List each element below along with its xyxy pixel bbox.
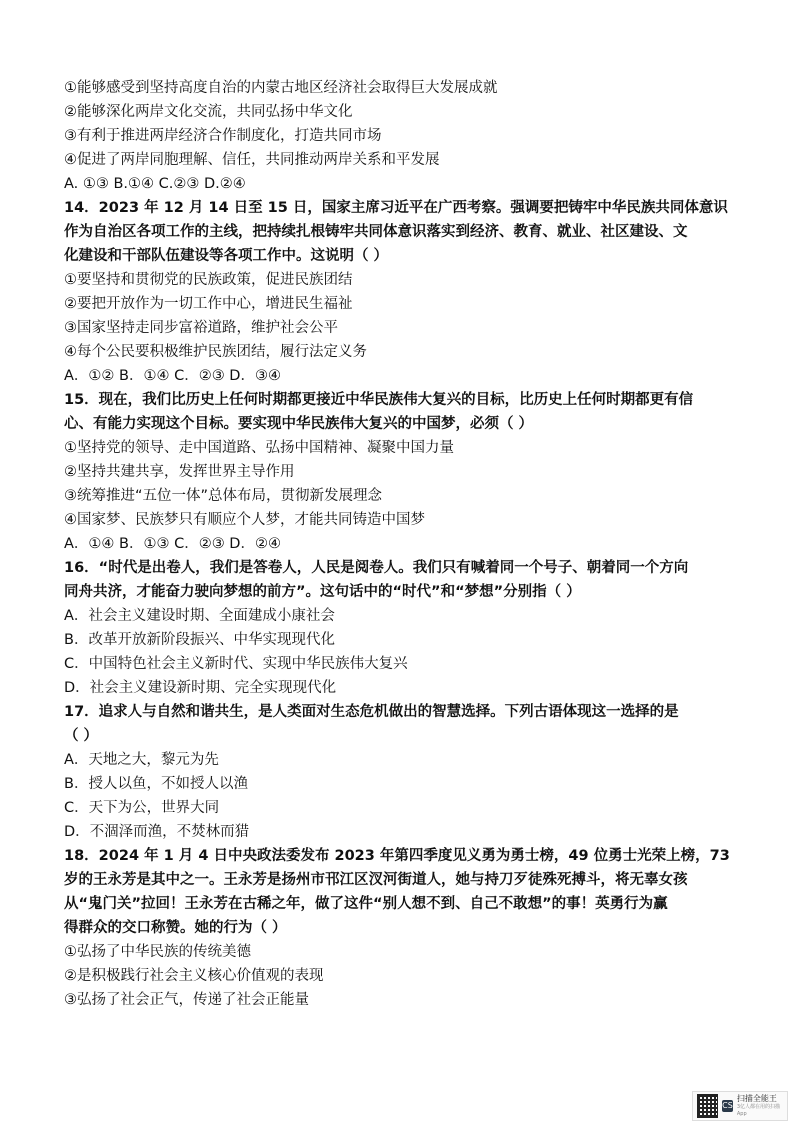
q13-choices: A. ①③ B.①④ C.②③ D.②④ [64,176,246,192]
q18-item-1: ①弘扬了中华民族的传统美德 [64,944,251,960]
watermark-title: 扫描全能王 [736,1094,777,1103]
q13-item-3: ③有利于推进两岸经济合作制度化，打造共同市场 [64,128,382,144]
q18-stem-line-3: 从“鬼门关”拉回！王永芳在古稀之年，做了这件“别人想不到、自己不敢想”的事！英勇行为赢 [64,896,668,912]
q13-item-1: ①能够感受到坚持高度自治的内蒙古地区经济社会取得巨大发展成就 [64,80,498,96]
q18-stem [64,844,744,940]
q15-stem-line-1: 15．现在，我们比历史上任何时期都更接近中华民族伟大复兴的目标，比历史上任何时期都更有信 [64,392,694,408]
exam-page [64,76,744,1012]
q17-option-b: B．授人以鱼，不如授人以渔 [64,776,248,792]
question-14 [64,196,744,388]
q16-option-a: A．社会主义建设时期、全面建成小康社会 [64,608,335,624]
q15-stem [64,388,744,436]
q16-option-d: D．社会主义建设新时期、完全实现现代化 [64,680,337,696]
q15-stem-line-2: 心、有能力实现这个目标。要实现中华民族伟大复兴的中国梦，必须（ ） [64,416,534,432]
q14-stem-line-3: 化建设和干部队伍建设等各项工作中。这说明（ ） [64,248,389,264]
q14-item-3: ③国家坚持走同步富裕道路，维护社会公平 [64,320,338,336]
camscanner-logo-icon: CS [722,1101,733,1110]
q14-choices: A．①② B．①④ C．②③ D．③④ [64,368,281,384]
q18-stem-line-1: 18．2024 年 1 月 4 日中央政法委发布 2023 年第四季度见义勇为勇士榜，49 位勇士光荣上榜，73 [64,848,730,864]
q18-item-3: ③弘扬了社会正气，传递了社会正能量 [64,992,309,1008]
q14-item-1: ①要坚持和贯彻党的民族政策，促进民族团结 [64,272,353,288]
question-17 [64,700,744,844]
question-13 [64,76,744,196]
q16-stem [64,556,744,604]
q14-item-2: ②要把开放作为一切工作中心，增进民生福祉 [64,296,353,312]
q16-option-c: C．中国特色社会主义新时代、实现中华民族伟大复兴 [64,656,408,672]
question-15 [64,388,744,556]
q18-stem-line-4: 得群众的交口称赞。她的行为（ ） [64,920,287,936]
q14-stem [64,196,744,268]
scanner-watermark [692,1091,788,1121]
q17-option-a: A．天地之大，黎元为先 [64,752,219,768]
watermark-subtitle: 3亿人都在用的扫描App [736,1104,781,1117]
q15-item-3: ③统筹推进“五位一体”总体布局，贯彻新发展理念 [64,488,383,504]
q17-stem-line-1: 17．追求人与自然和谐共生，是人类面对生态危机做出的智慧选择。下列古语体现这一选择的是 [64,704,679,720]
qr-code-icon [697,1094,718,1118]
q13-item-2: ②能够深化两岸文化交流，共同弘扬中华文化 [64,104,353,120]
q14-stem-line-2: 作为自治区各项工作的主线，把持续扎根铸牢共同体意识落实到经济、教育、就业、社区建设、文 [64,224,688,240]
q14-stem-line-1: 14．2023 年 12 月 14 日至 15 日，国家主席习近平在广西考察。强调要把铸牢中华民族共同体意识 [64,200,728,216]
q18-stem-line-2: 岁的王永芳是其中之一。王永芳是扬州市邗江区汊河街道人，她与持刀歹徒殊死搏斗，将无辜女孩 [64,872,688,888]
q13-item-4: ④促进了两岸同胞理解、信任，共同推动两岸关系和平发展 [64,152,440,168]
q17-stem-line-2: （ ） [64,728,99,744]
q18-item-2: ②是积极践行社会主义核心价值观的表现 [64,968,324,984]
q15-item-2: ②坚持共建共享，发挥世界主导作用 [64,464,295,480]
q15-choices: A．①④ B．①③ C．②③ D．②④ [64,536,281,552]
q15-item-1: ①坚持党的领导、走中国道路、弘扬中国精神、凝聚中国力量 [64,440,454,456]
question-18 [64,844,744,1012]
q17-option-c: C．天下为公，世界大同 [64,800,220,816]
question-16 [64,556,744,700]
q16-option-b: B．改革开放新阶段振兴、中华实现现代化 [64,632,335,648]
q16-stem-line-1: 16．“时代是出卷人，我们是答卷人，人民是阅卷人。我们只有喊着同一个号子、朝着同一个方向 [64,560,689,576]
q17-option-d: D．不涸泽而渔，不焚林而猎 [64,824,250,840]
q15-item-4: ④国家梦、民族梦只有顺应个人梦，才能共同铸造中国梦 [64,512,425,528]
watermark-text [737,1094,783,1118]
q16-stem-line-2: 同舟共济，才能奋力驶向梦想的前方”。这句话中的“时代”和“梦想”分别指（ ） [64,584,581,600]
q17-stem [64,700,744,748]
q14-item-4: ④每个公民要积极维护民族团结，履行法定义务 [64,344,367,360]
